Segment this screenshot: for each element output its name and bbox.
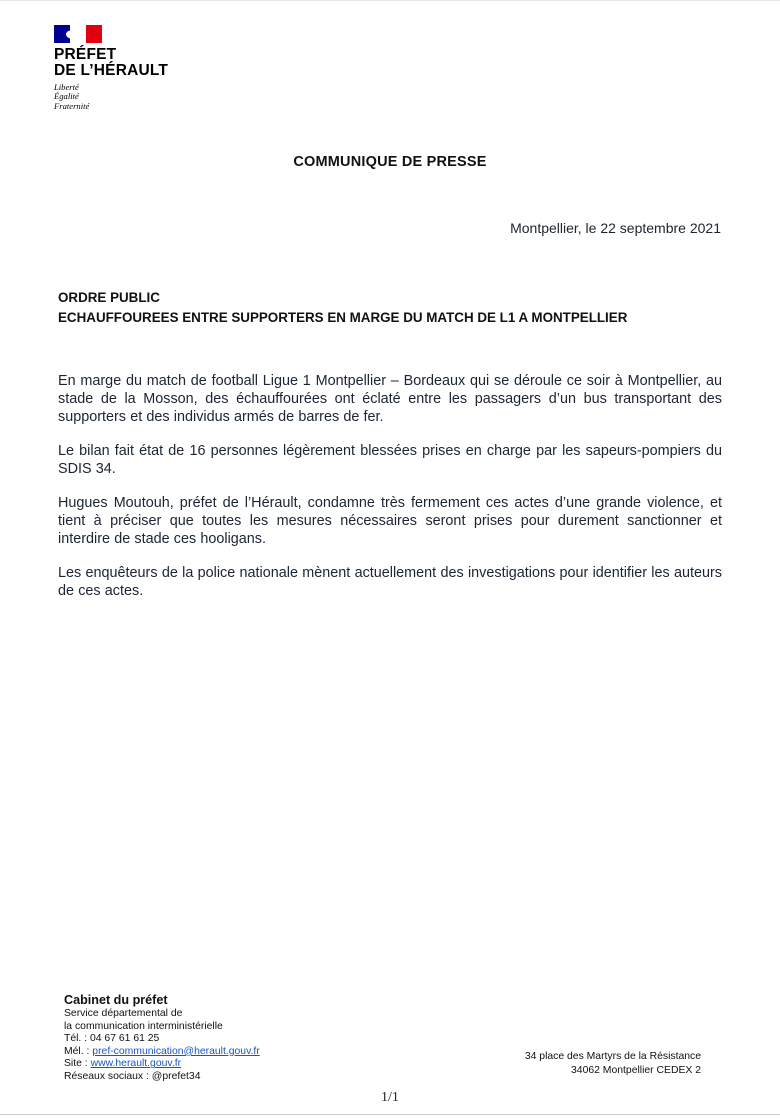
flag-red-band	[86, 25, 102, 43]
page-number: 1/1	[381, 1090, 399, 1105]
press-release-body	[58, 372, 722, 616]
email-link[interactable]: pref-communication@herault.gouv.fr	[92, 1045, 260, 1057]
footer-mel	[64, 1046, 354, 1059]
section-category: ORDRE PUBLIC	[58, 290, 160, 305]
logo-title-line2: DE L’HÉRAULT	[54, 62, 169, 79]
address-line2: 34062 Montpellier CEDEX 2	[571, 1064, 701, 1076]
republic-motto	[54, 83, 214, 111]
motto-liberte: Liberté	[54, 82, 79, 92]
body-paragraph: Les enquêteurs de la police nationale mènent actuellement des investigations pour identifier les auteurs de ces actes.	[58, 565, 722, 599]
mel-label: Mél. :	[64, 1045, 93, 1057]
section-headline: ECHAUFFOUREES ENTRE SUPPORTERS EN MARGE DU MATCH DE L1 A MONTPELLIER	[58, 310, 628, 325]
footer-tel	[64, 1033, 354, 1046]
body-paragraph: Hugues Moutouh, préfet de l’Hérault, condamne très fermement ces actes d’une grande violence, et tient à préciser que toutes les mesures nécessaires seront prises pour durement sanctionner et interdire de stade ces hooligans.	[58, 495, 722, 547]
logo-title-line1: PRÉFET	[54, 46, 117, 63]
bottom-divider	[0, 1114, 780, 1115]
motto-fraternite: Fraternité	[54, 100, 90, 111]
footer-contact	[64, 992, 354, 1084]
site-label: Site :	[64, 1058, 91, 1070]
logo-title	[54, 47, 214, 79]
marianne-flag-icon	[54, 25, 102, 43]
footer-service-line1: Service départemental de	[64, 1008, 183, 1019]
motto-egalite: Égalité	[54, 91, 79, 102]
tel-label: Tél. :	[64, 1033, 90, 1045]
body-paragraph: Le bilan fait état de 16 personnes légèrement blessées prises en charge par les sapeurs-pompiers du SDIS 34.	[58, 443, 722, 477]
address-line1: 34 place des Martyrs de la Résistance	[524, 1051, 701, 1062]
top-divider	[0, 0, 780, 1]
social-label: Réseaux sociaux :	[64, 1070, 152, 1082]
prefecture-logo	[54, 25, 214, 111]
tel-value: 04 67 61 61 25	[89, 1033, 160, 1045]
website-link[interactable]: www.herault.gouv.fr	[90, 1058, 182, 1070]
section-title	[58, 288, 728, 328]
document-heading: COMMUNIQUE DE PRESSE	[293, 154, 487, 170]
footer-address	[525, 1050, 701, 1077]
footer-service-line2: la communication interministérielle	[64, 1020, 223, 1032]
social-value: @prefet34	[151, 1070, 201, 1082]
footer-social	[64, 1071, 354, 1084]
body-paragraph: En marge du match de football Ligue 1 Montpellier – Bordeaux qui se déroule ce soir à Montpellier, au stade de la Mosson, des échauffourées ont éclaté entre les passagers d’un bus transportant des supporters et des individus armés de barres de fer.	[58, 373, 722, 425]
date-line: Montpellier, le 22 septembre 2021	[510, 220, 721, 236]
footer-cabinet: Cabinet du préfet	[64, 993, 168, 1007]
footer-site	[64, 1058, 354, 1071]
flag-white-band	[70, 25, 86, 43]
